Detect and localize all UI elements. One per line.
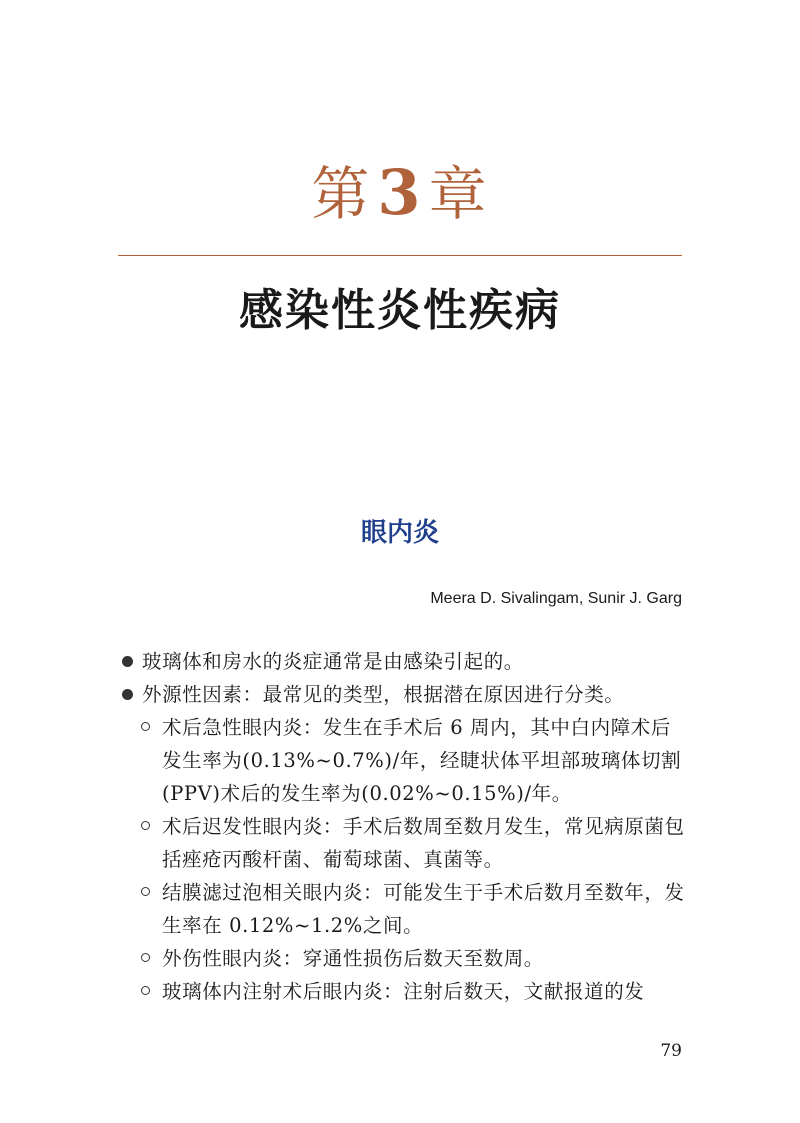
hollow-bullet-icon <box>141 722 150 731</box>
chapter-number: 3 <box>377 156 423 229</box>
chapter-title: 感染性炎性疾病 <box>239 285 561 336</box>
sub-bullet-item <box>118 711 688 810</box>
chapter-divider <box>118 255 682 256</box>
sub-bullet-item <box>118 942 688 975</box>
chapter-suffix: 章 <box>428 160 489 228</box>
sub-bullet-item <box>118 876 688 942</box>
chapter-prefix: 第 <box>311 160 372 228</box>
filled-bullet-icon <box>122 689 133 700</box>
sub-bullet-text: 术后急性眼内炎：发生在手术后 6 周内，其中白内障术后发生率为(0.13%~0.7%)/年，经睫状体平坦部玻璃体切割(PPV)术后的发生率为(0.02%~0.15%)/年。 <box>162 716 682 805</box>
bullet-item <box>118 645 688 678</box>
sub-bullet-text: 外伤性眼内炎：穿通性损伤后数天至数周。 <box>162 947 544 970</box>
body-content <box>118 645 688 1008</box>
sub-bullet-text: 术后迟发性眼内炎：手术后数周至数月发生，常见病原菌包括痤疮丙酸杆菌、葡萄球菌、真菌等。 <box>162 815 685 871</box>
hollow-bullet-icon <box>141 821 150 830</box>
section-authors: Meera D. Sivalingam, Sunir J. Garg <box>430 590 682 607</box>
bullet-item <box>118 678 688 711</box>
hollow-bullet-icon <box>141 887 150 896</box>
section-title: 眼内炎 <box>360 518 439 548</box>
sub-bullet-text: 结膜滤过泡相关眼内炎：可能发生于手术后数月至数年，发生率在 0.12%~1.2%之间。 <box>162 881 685 937</box>
sub-bullet-item <box>118 810 688 876</box>
hollow-bullet-icon <box>141 953 150 962</box>
page-number: 79 <box>660 1041 682 1061</box>
bullet-text: 外源性因素：最常见的类型，根据潜在原因进行分类。 <box>142 683 625 706</box>
chapter-heading <box>0 158 800 229</box>
sub-bullet-text: 玻璃体内注射术后眼内炎：注射后数天，文献报道的发 <box>162 980 645 1003</box>
bullet-text: 玻璃体和房水的炎症通常是由感染引起的。 <box>142 650 524 673</box>
filled-bullet-icon <box>122 656 133 667</box>
hollow-bullet-icon <box>141 986 150 995</box>
sub-bullet-item <box>118 975 688 1008</box>
